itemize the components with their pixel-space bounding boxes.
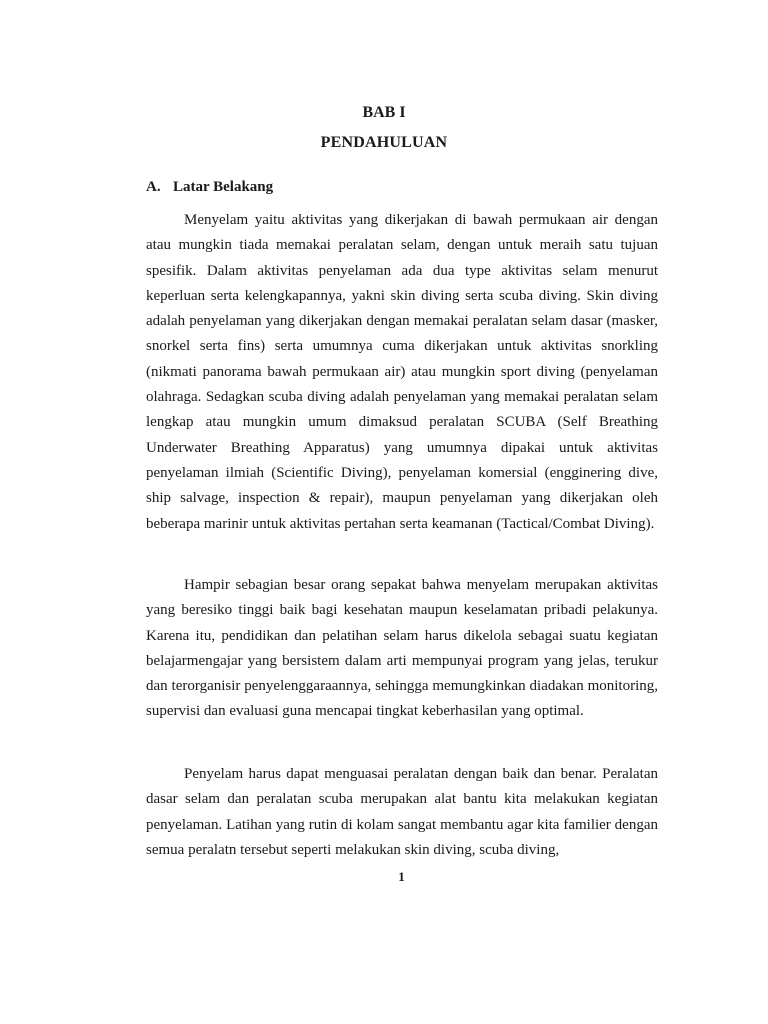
paragraph-1: Menyelam yaitu aktivitas yang dikerjakan di bawah permukaan air dengan atau mungkin tiada memakai peralatan selam, dengan untuk meraih satu tujuan spesifik. Dalam aktivitas penyelaman ada dua type aktivitas selam menurut keperluan serta kelengkapannya, yakni skin diving serta scuba diving. Skin diving adalah penyelaman yang dikerjakan dengan memakai peralatan selam dasar (masker, snorkel serta fins) serta umumnya cuma dikerjakan untuk aktivitas snorkling (nikmati panorama bawah permukaan air) atau mungkin sport diving (penyelaman olahraga. Sedagkan scuba diving adalah penyelaman yang memakai peralatan selam lengkap atau mungkin umum dimaksud peralatan SCUBA (Self Breathing Underwater Breathing Apparatus) yang umumnya dipakai untuk aktivitas penyelaman ilmiah (Scientific Diving), penyelaman komersial (engginering dive, ship salvage, inspection & repair), maupun penyelaman yang dikerjakan oleh beberapa marinir untuk aktivitas pertahan serta keamanan (Tactical/Combat Diving).	[146, 212, 658, 532]
section-heading	[146, 179, 273, 196]
paragraph-2: Hampir sebagian besar orang sepakat bahwa menyelam merupakan aktivitas yang beresiko tinggi baik bagi kesehatan maupun keselamatan pribadi pelakunya. Karena itu, pendidikan dan pelatihan selam harus dikelola sebagai suatu kegiatan belajarmengajar yang bersistem dalam arti mempunyai program yang jelas, terukur dan terorganisir penyelenggaraannya, sehingga memungkinkan diadakan monitoring, supervisi dan evaluasi guna mencapai tingkat keberhasilan yang optimal.	[146, 577, 658, 720]
section-letter: A.	[146, 179, 161, 195]
paragraph-3: Penyelam harus dapat menguasai peralatan dengan baik dan benar. Peralatan dasar selam dan peralatan scuba merupakan alat bantu kita melakukan kegiatan penyelaman. Latihan yang rutin di kolam sangat membantu agar kita familier dengan semua peralatn tersebut seperti melakukan skin diving, scuba diving,	[146, 766, 658, 858]
page-number: 1	[398, 869, 405, 884]
chapter-number: BAB I	[362, 104, 406, 121]
chapter-title: PENDAHULUAN	[320, 134, 448, 151]
section-title: Latar Belakang	[173, 179, 274, 195]
